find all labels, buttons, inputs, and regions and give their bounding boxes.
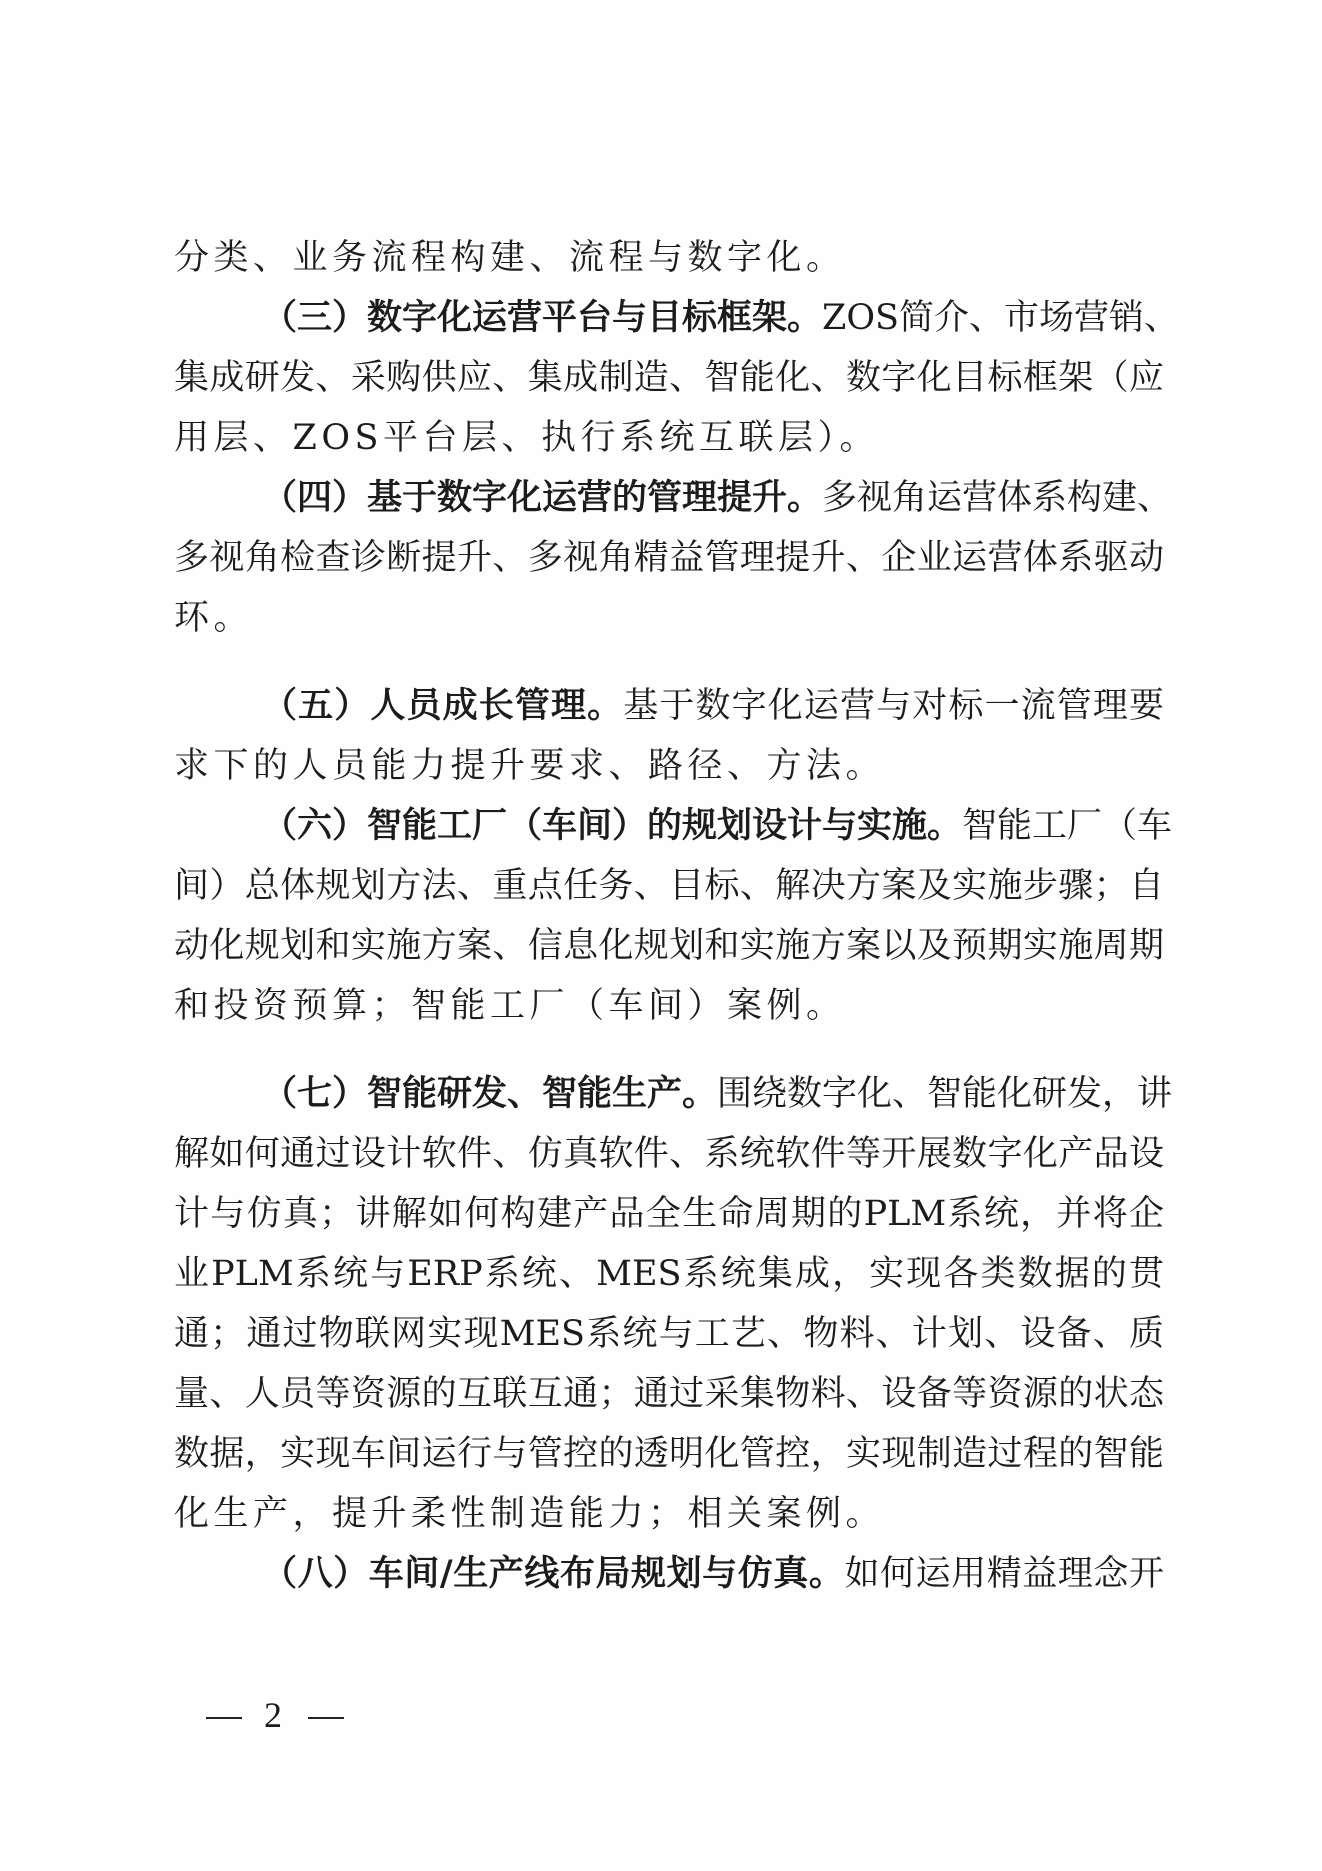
line-text: 多视角检查诊断提升、多视角精益管理提升、企业运营体系驱动 [174, 538, 1164, 578]
line-text: 和投资预算；智能工厂（车间）案例。 [174, 986, 846, 1026]
text-line [174, 1124, 1164, 1184]
section-heading-line [174, 288, 1180, 348]
line-text: 环。 [174, 598, 254, 638]
line-text: 数据，实现车间运行与管控的透明化管控，实现制造过程的智能 [174, 1434, 1164, 1474]
line-text: 化生产，提升柔性制造能力；相关案例。 [174, 1494, 886, 1534]
page-footer [206, 1690, 344, 1741]
section-heading-line [174, 1544, 1164, 1604]
section-heading: （六）智能工厂（车间）的规划设计与实施。 [262, 805, 963, 846]
line-text: 集成研发、采购供应、集成制造、智能化、数字化目标框架（应 [174, 358, 1164, 398]
text-line [174, 588, 1164, 648]
text-line [174, 1184, 1164, 1244]
line-text: 通；通过物联网实现MES系统与工艺、物料、计划、设备、质 [174, 1314, 1164, 1354]
section-heading: （七）智能研发、智能生产。 [262, 1073, 718, 1114]
footer-dash-right [308, 1717, 344, 1719]
line-text: ZOS简介、市场营销、 [822, 298, 1180, 338]
line-text: 计与仿真；讲解如何构建产品全生命周期的PLM系统，并将企 [174, 1194, 1164, 1234]
text-line [174, 736, 1164, 796]
line-text: 基于数字化运营与对标一流管理要 [623, 686, 1164, 726]
text-line [174, 228, 1164, 288]
line-text: 围绕数字化、智能化研发，讲 [717, 1074, 1173, 1114]
line-text: 求下的人员能力提升要求、路径、方法。 [174, 746, 886, 786]
line-text: 用层、ZOS平台层、执行系统互联层）。 [174, 418, 879, 458]
section-heading-line [174, 1064, 1173, 1124]
section-heading-line [174, 796, 1173, 856]
text-line [174, 408, 1164, 468]
line-text: 分类、业务流程构建、流程与数字化。 [174, 238, 846, 278]
line-text: 业PLM系统与ERP系统、MES系统集成，实现各类数据的贯 [174, 1254, 1164, 1294]
line-text: 间）总体规划方法、重点任务、目标、解决方案及实施步骤；自 [174, 866, 1164, 906]
line-text: 如何运用精益理念开 [844, 1554, 1164, 1594]
section-heading: （三）数字化运营平台与目标框架。 [262, 297, 823, 338]
text-line [174, 916, 1164, 976]
text-line [174, 528, 1164, 588]
text-line [174, 1364, 1164, 1424]
line-text: 解如何通过设计软件、仿真软件、系统软件等开展数字化产品设 [174, 1134, 1164, 1174]
section-heading: （四）基于数字化运营的管理提升。 [262, 477, 823, 518]
text-line [174, 976, 1164, 1036]
page-number: 2 [264, 1695, 286, 1735]
text-line [174, 1304, 1164, 1364]
text-line [174, 348, 1164, 408]
text-line [174, 1424, 1164, 1484]
text-line [174, 856, 1164, 916]
line-text: 多视角运营体系构建、 [822, 478, 1173, 518]
text-line [174, 1244, 1164, 1304]
section-heading-line [174, 468, 1173, 528]
footer-dash-left [206, 1717, 242, 1719]
document-body [174, 228, 1180, 1604]
section-heading: （八）车间/生产线布局规划与仿真。 [262, 1553, 845, 1594]
line-text: 量、人员等资源的互联互通；通过采集物料、设备等资源的状态 [174, 1374, 1164, 1414]
line-text: 智能工厂（车 [962, 806, 1173, 846]
section-heading: （五）人员成长管理。 [262, 685, 624, 726]
text-line [174, 1484, 1164, 1544]
line-text: 动化规划和实施方案、信息化规划和实施方案以及预期实施周期 [174, 926, 1164, 966]
section-heading-line [174, 676, 1164, 736]
